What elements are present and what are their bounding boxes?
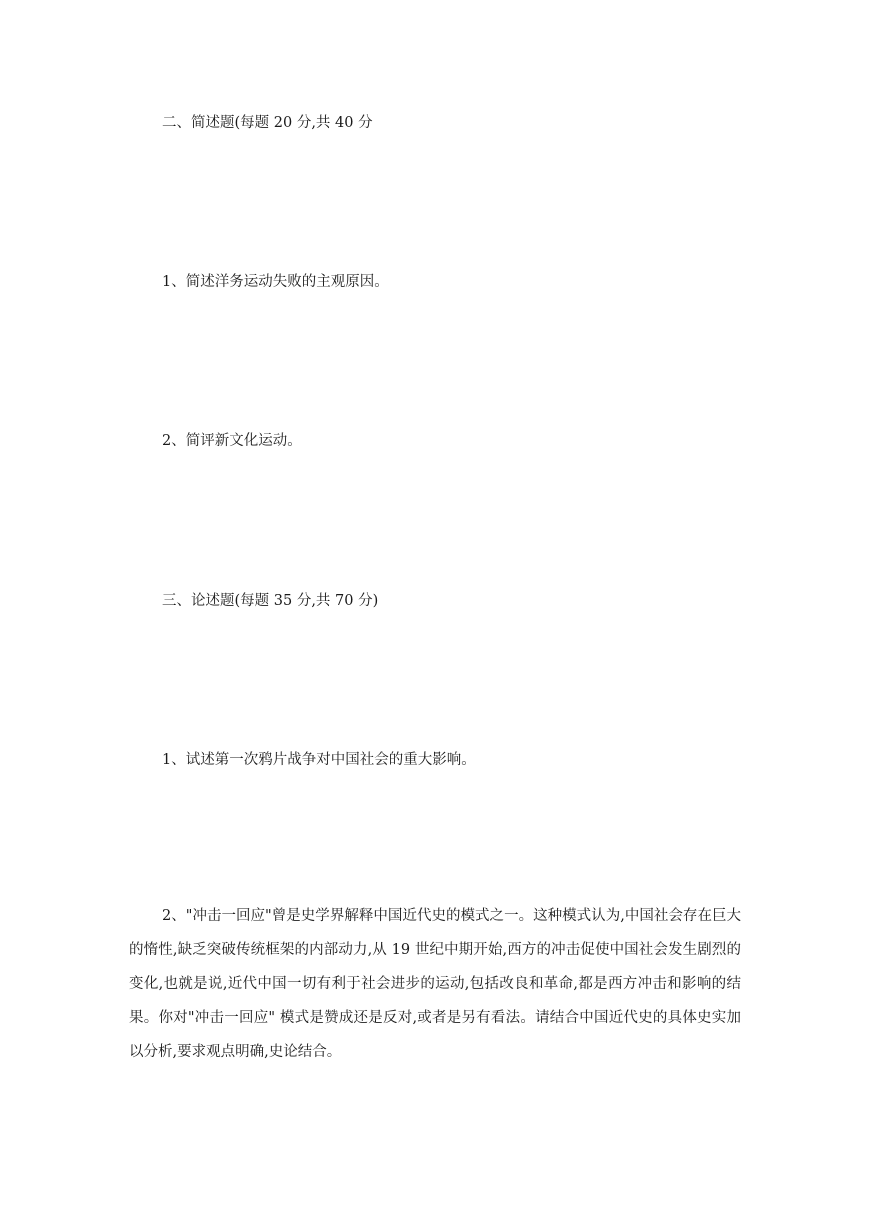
section-2-question-2: 2、简评新文化运动。 xyxy=(162,433,302,449)
section-3-question-1: 1、试述第一次鸦片战争对中国社会的重大影响。 xyxy=(162,752,476,768)
section-2-heading: 二、简述题(每题 20 分,共 40 分 xyxy=(162,115,373,131)
section-3-question-2: 2、"冲击一回应"曾是史学界解释中国近代史的模式之一。这种模式认为,中国社会存在巨大的惰性,缺乏突破传统框架的内部动力,从 19 世纪中期开始,西方的冲击促使中国社会发生剧烈的变化,也就是说,近代中国一切有利于社会进步的运动,包括改良和革命,都是西方冲击和影响的结果。你对"冲击一回应" 模式是赞成还是反对,或者是另有看法。请结合中国近代史的具体史实加以分析,要求观点明确,史论结合。 xyxy=(129,908,741,1060)
section-2-question-1: 1、简述洋务运动失败的主观原因。 xyxy=(162,274,389,290)
section-3-heading: 三、论述题(每题 35 分,共 70 分) xyxy=(162,593,379,609)
